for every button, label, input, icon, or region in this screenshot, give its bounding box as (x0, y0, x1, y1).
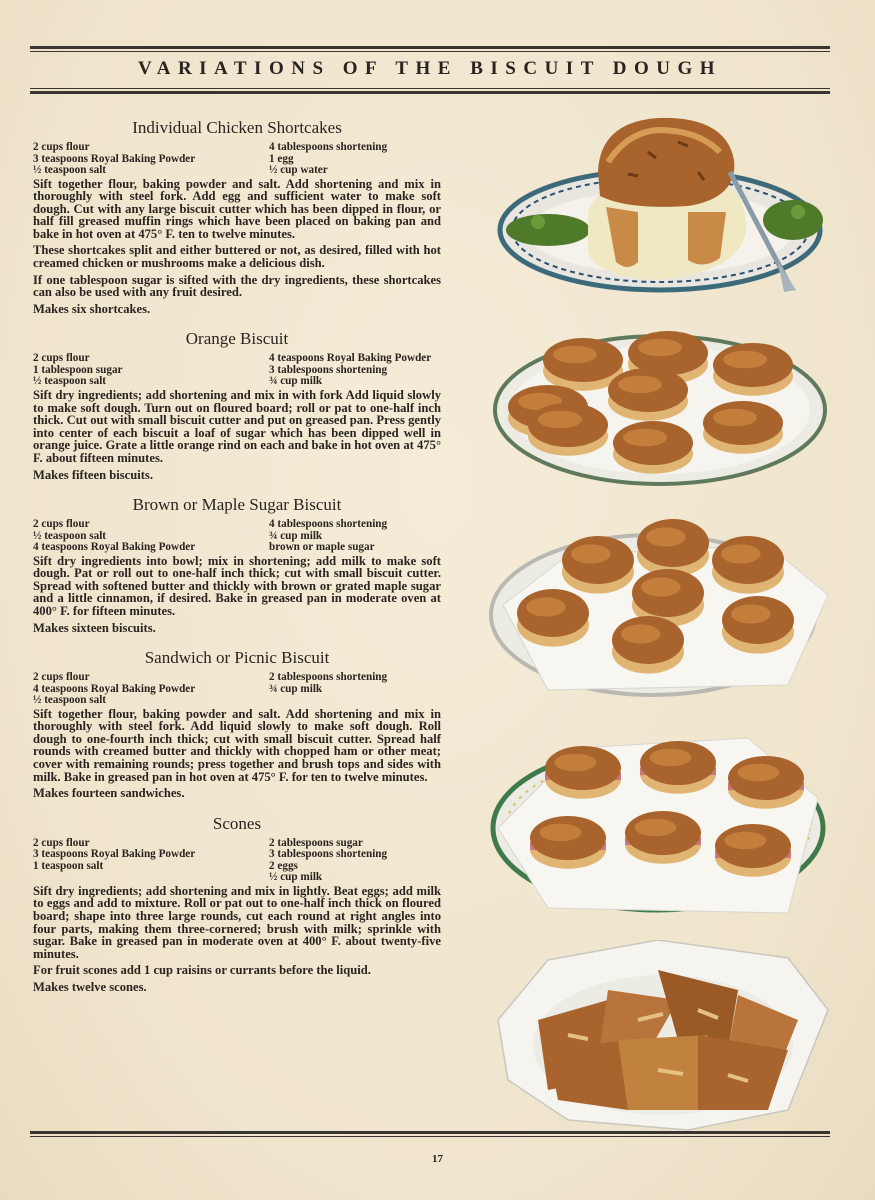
orange-biscuit-plate-illustration (488, 325, 833, 490)
chicken-shortcake-plate-illustration (488, 112, 833, 298)
ingredients-left-column (33, 142, 269, 177)
ingredient-item: ¾ cup milk (269, 682, 323, 695)
ingredient-item: 4 teaspoons Royal Baking Powder (269, 352, 432, 365)
ingredients-right-column (269, 519, 441, 554)
ingredient-item: ¾ cup milk (269, 529, 323, 542)
ingredients-list (33, 672, 441, 707)
recipe-title: Sandwich or Picnic Biscuit (144, 648, 330, 668)
ingredient-item: brown or maple sugar (269, 541, 375, 554)
ingredient-item: ½ teaspoon salt (33, 164, 107, 176)
ingredients-right-column (269, 672, 441, 707)
ingredient-item: 2 cups flour (33, 518, 90, 531)
ingredient-item: 2 eggs (269, 859, 298, 872)
recipe-title: Orange Biscuit (185, 329, 289, 349)
header-rule-bottom (30, 91, 830, 94)
ingredient-item: 3 teaspoons Royal Baking Powder (33, 848, 196, 861)
yield-text: Makes six shortcakes. (33, 301, 151, 316)
ingredient-item: 3 tablespoons shortening (269, 363, 388, 376)
ingredient-item: ½ cup milk (269, 871, 323, 884)
ingredient-item: ½ cup water (269, 164, 328, 176)
recipe-title: Scones (212, 813, 262, 833)
ingredient-item: 2 cups flour (33, 836, 90, 849)
ingredients-list (33, 519, 441, 554)
yield-text: Makes sixteen biscuits. (33, 620, 156, 635)
ingredient-item: 4 tablespoons shortening (269, 518, 388, 531)
ingredients-left-column (33, 838, 269, 884)
ingredient-item: 4 teaspoons Royal Baking Powder (33, 682, 196, 695)
recipe-section (33, 814, 441, 994)
ingredient-item: 1 egg (269, 152, 294, 165)
instruction-paragraph: Sift dry ingredients; add shortening and mix in lightly. Beat eggs; add milk to eggs and add to mixture. Roll or pat out to one-half inch thick on floured board; shape into three large rounds, cut each round at right angles into four parts, making them three-cornered; brush with milk; sprinkle with sugar. Bake in greased pan in moderate oven at 400° F. about twenty-five minutes. (33, 883, 441, 961)
page-title: VARIATIONS OF THE BISCUIT DOUGH (137, 58, 723, 79)
instruction-paragraph: If one tablespoon sugar is sifted with the dry ingredients, these shortcakes can also be used with any fruit desired. (33, 272, 441, 300)
instruction-paragraph: Sift dry ingredients into bowl; mix in shortening; add milk to make soft dough. Pat or roll out to one-half inch thick; cut with small biscuit cutter. Spread with softened butter and thickly with brown or grated maple sugar and a little cinnamon, if desired. Bake in greased pan in moderate oven at 400° F. for fifteen minutes. (33, 553, 441, 618)
header-rule-bottom-thin (30, 88, 830, 89)
header-rule-top (30, 46, 830, 49)
ingredient-item: 4 tablespoons shortening (269, 141, 388, 153)
ingredient-item: 2 tablespoons shortening (269, 671, 388, 684)
ingredients-left-column (33, 353, 269, 388)
ingredient-item: ½ teaspoon salt (33, 375, 107, 388)
ingredients-right-column (269, 353, 441, 388)
ingredient-item: 3 teaspoons Royal Baking Powder (33, 152, 196, 165)
recipe-section (33, 648, 441, 800)
instruction-paragraph: For fruit scones add 1 cup raisins or currants before the liquid. (33, 963, 371, 978)
footer-rule-bottom (30, 1136, 830, 1137)
ingredients-left-column (33, 519, 269, 554)
yield-text: Makes fourteen sandwiches. (33, 786, 185, 801)
instruction-paragraph: Sift together flour, baking powder and salt. Add shortening and mix in thoroughly with steel fork. Add egg and sufficient water to make soft dough. Cut with any large biscuit cutter which has been dipped in flour, or half fill greased muffin rings which have been placed on baking pan and bake in hot oven at 475° F. ten to twelve minutes. (33, 176, 441, 241)
ingredients-list (33, 838, 441, 884)
recipe-section (33, 495, 441, 634)
ingredient-item: 1 teaspoon salt (33, 859, 104, 872)
recipe-title: Brown or Maple Sugar Biscuit (132, 495, 342, 515)
ingredient-item: 2 cups flour (33, 352, 90, 365)
ingredient-item: ½ teaspoon salt (33, 694, 107, 707)
recipe-section (33, 118, 441, 315)
scones-plate-illustration (488, 940, 833, 1135)
recipes-column (33, 118, 441, 1008)
ingredient-item: 2 tablespoons sugar (269, 836, 363, 849)
ingredient-item: 4 teaspoons Royal Baking Powder (33, 541, 196, 554)
ingredients-right-column (269, 142, 441, 177)
recipe-section (33, 329, 441, 481)
instruction-paragraph: Sift together flour, baking powder and salt. Add shortening and mix in thoroughly with steel fork. Add liquid slowly to make soft dough. Roll dough to one-fourth inch thick; cut with small biscuit cutter. Spread half rounds with creamed butter and thickly with chopped ham or other meat; cover with remaining rounds; press together and brush tops and sides with milk. Bake in greased pan in hot oven at 475° F. for ten to twelve minutes. (33, 706, 441, 784)
maple-sugar-biscuit-plate-illustration (488, 515, 833, 700)
ingredients-left-column (33, 672, 269, 707)
yield-text: Makes twelve scones. (33, 979, 147, 994)
ingredient-item: ½ teaspoon salt (33, 529, 107, 542)
ingredient-item: 1 tablespoon sugar (33, 363, 123, 376)
ingredient-item: 3 tablespoons shortening (269, 848, 388, 861)
ingredients-list (33, 353, 441, 388)
ingredient-item: 2 cups flour (33, 671, 90, 684)
ingredients-list (33, 142, 441, 177)
instruction-paragraph: These shortcakes split and either buttered or not, as desired, filled with hot creamed chicken or mushrooms make a delicious dish. (33, 243, 441, 271)
page-number: 17 (432, 1153, 443, 1165)
header-rule-top-thin (30, 51, 830, 52)
footer-rule-top (30, 1131, 830, 1134)
ingredients-right-column (269, 838, 441, 884)
recipe-title: Individual Chicken Shortcakes (132, 118, 342, 137)
ingredient-item: ¾ cup milk (269, 375, 323, 388)
sandwich-biscuit-plate-illustration (488, 728, 833, 923)
yield-text: Makes fifteen biscuits. (33, 467, 153, 482)
ingredient-item: 2 cups flour (33, 141, 90, 153)
instruction-paragraph: Sift dry ingredients; add shortening and mix in with fork Add liquid slowly to make soft dough. Turn out on floured board; roll or pat to one-half inch thick. Cut out with small biscuit cutter and put on greased pan. Press gently into center of each biscuit a loaf of sugar which has been dipped well in orange juice. Grate a little orange rind on each and bake in hot oven at 475° F. about fifteen minutes. (33, 387, 441, 465)
